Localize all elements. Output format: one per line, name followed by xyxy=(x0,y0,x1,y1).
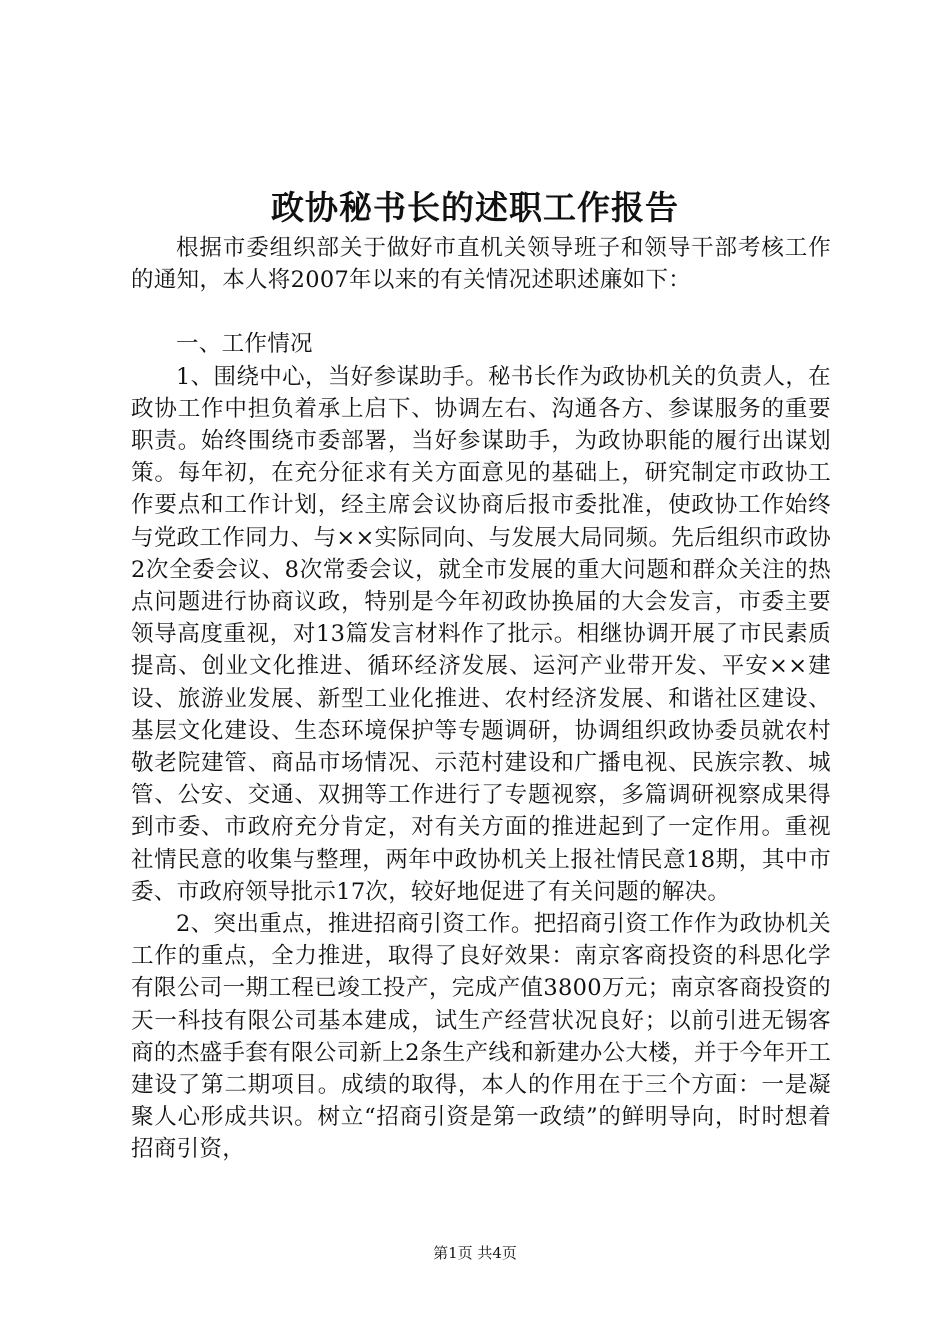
body-paragraph: 2、突出重点，推进招商引资工作。把招商引资工作作为政协机关工作的重点，全力推进，取得了良好效果：南京客商投资的科思化学有限公司一期工程已竣工投产，完成产值3800万元；南京客商投资的天一科技有限公司基本建成，试生产经营状况良好；以前引进无锡客商的杰盛手套有限公司新上2条生产线和新建办公大楼，并于今年开工建设了第二期项目。成绩的取得，本人的作用在于三个方面：一是凝聚人心形成共识。树立“招商引资是第一政绩”的鲜明导向，时时想着招商引资， xyxy=(131,911,831,1163)
intro-paragraph: 根据市委组织部关于做好市直机关领导班子和领导干部考核工作的通知，本人将2007年以来的有关情况述职述廉如下： xyxy=(131,235,831,294)
body-paragraph: 1、围绕中心，当好参谋助手。秘书长作为政协机关的负责人，在政协工作中担负着承上启下、协调左右、沟通各方、参谋服务的重要职责。始终围绕市委部署，当好参谋助手，为政协职能的履行出谋划策。每年初，在充分征求有关方面意见的基础上，研究制定市政协工作要点和工作计划，经主席会议协商后报市委批准，使政协工作始终与党政工作同力、与××实际同向、与发展大局同频。先后组织市政协2次全委会议、8次常委会议，就全市发展的重大问题和群众关注的热点问题进行协商议政，特别是今年初政协换届的大会发言，市委主要领导高度重视，对13篇发言材料作了批示。相继协调开展了市民素质提高、创业文化推进、循环经济发展、运河产业带开发、平安××建设、旅游业发展、新型工业化推进、农村经济发展、和谐社区建设、基层文化建设、生态环境保护等专题调研，协调组织政协委员就农村敬老院建管、商品市场情况、示范村建设和广播电视、民族宗教、城管、公安、交通、双拥等工作进行了专题视察，多篇调研视察成果得到市委、市政府充分肯定，对有关方面的推进起到了一定作用。重视社情民意的收集与整理，两年中政协机关上报社情民意18期，其中市委、市政府领导批示17次，较好地促进了有关问题的解决。 xyxy=(131,363,831,905)
document-title: 政协秘书长的述职工作报告 xyxy=(271,188,679,227)
section-heading: 一、工作情况 xyxy=(176,331,313,358)
page-footer: 第1页 共4页 xyxy=(433,1244,517,1262)
document-body xyxy=(131,232,831,1166)
